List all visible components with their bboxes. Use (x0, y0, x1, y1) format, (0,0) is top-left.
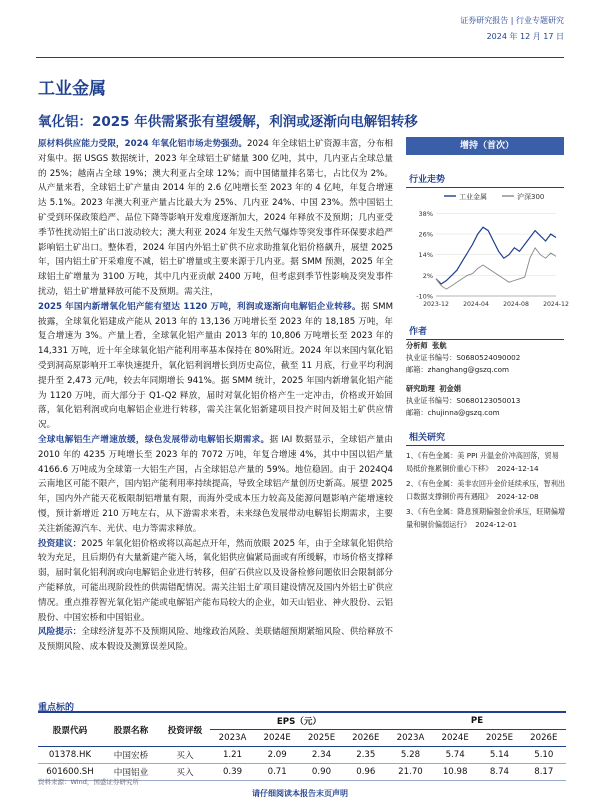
stock-code: 01378.HK (38, 747, 102, 764)
pe-year: 2023A (388, 730, 433, 747)
legend-label: 沪深300 (517, 193, 545, 201)
table-source: 资料来源：Wind，国盛证券研究所 (38, 778, 139, 786)
author-email[interactable]: zhanghang@gszq.com (427, 365, 509, 374)
eps-value: 0.71 (255, 764, 299, 781)
author-section-title: 作者 (406, 324, 564, 340)
stock-name: 中国铝业 (102, 764, 160, 781)
pe-value: 5.10 (522, 747, 566, 764)
paragraph-text: 全球经济复苏不及预期风险、地缘政治风险、美联储超预期紧缩风险、供给释放不及预期风险、成本假设及测算误差风险。 (38, 627, 393, 653)
related-research-list (406, 450, 566, 534)
eps-value: 0.96 (344, 764, 388, 781)
author-role: 分析师 (406, 341, 428, 350)
email-label: 邮箱： (406, 365, 428, 374)
paragraph-lead: 原材料供应能力受限，2024 年氧化铝市场走势强劲。 (38, 139, 248, 149)
author-email[interactable]: chujinna@gszq.com (427, 408, 500, 417)
related-item[interactable] (406, 506, 566, 531)
related-item-date: 2024-12-08 (496, 491, 539, 501)
report-date: 2024 年 12 月 17 日 (486, 32, 564, 41)
y-tick-label: 2% (422, 271, 433, 280)
page-footer: 请仔细阅读本报告末页声明 (252, 789, 348, 798)
author-line (406, 383, 566, 395)
pe-value: 10.98 (433, 764, 477, 781)
eps-value: 1.21 (210, 747, 255, 764)
author-email-line (406, 364, 566, 376)
eps-year: 2025E (299, 730, 343, 747)
pe-value: 5.14 (477, 747, 521, 764)
paragraph-lead: 全球电解铝生产增速放缓，绿色发展带动电解铝长期需求。 (38, 434, 270, 445)
col-rating: 投资评级 (160, 712, 210, 747)
industry-name: 工业金属 (38, 79, 106, 99)
trend-chart-svg (406, 188, 569, 318)
pe-value: 8.74 (477, 764, 521, 781)
pe-value: 5.74 (433, 747, 477, 764)
pe-value: 21.70 (388, 764, 433, 781)
author-line (406, 340, 566, 352)
y-tick-label: 26% (418, 230, 433, 239)
trend-chart (406, 188, 569, 318)
x-tick-label: 2024-08 (503, 301, 529, 308)
key-stocks-title: 重点标的 (38, 703, 75, 713)
eps-value: 2.35 (344, 747, 388, 764)
report-type: 证券研究报告 | 行业专题研究 (460, 16, 564, 25)
series-line-hs300 (436, 248, 556, 289)
col-pe: PE (388, 712, 566, 730)
author-role: 研究助理 (406, 384, 435, 393)
x-tick-label: 2023-12 (423, 301, 449, 308)
report-title: 氧化铝：2025 年供需紧张有望缓解，利润或逐渐向电解铝转移 (38, 114, 418, 130)
table-header-row (38, 712, 566, 730)
x-tick-label: 2024-12 (543, 301, 569, 308)
author-email-line (406, 407, 566, 419)
related-item-title: 1、《有色金属：美 PPI 升温金价冲高回落，贸易局抵价拖累铜价重心下移》 (406, 451, 559, 473)
related-section-title: 相关研究 (406, 430, 564, 446)
pe-value: 8.17 (522, 764, 566, 781)
pe-year: 2024E (433, 730, 477, 747)
report-header (460, 13, 564, 45)
related-item[interactable] (406, 478, 566, 503)
paragraph-2 (38, 300, 393, 433)
stock-rating: 买入 (160, 764, 210, 781)
legend-label: 工业金属 (459, 193, 487, 201)
pe-year: 2025E (477, 730, 521, 747)
x-tick-label: 2024-04 (463, 301, 489, 308)
author-card-2 (406, 383, 566, 419)
eps-value: 0.90 (299, 764, 343, 781)
author-name: 张航 (432, 341, 447, 350)
related-item-title: 3、《有色金属：降息预期偏强金价承压，旺期偏增量和铜价偏弱运行》 (406, 507, 566, 529)
author-cert: 执业证书编号：S0680123050013 (406, 396, 521, 405)
email-label: 邮箱： (406, 408, 428, 417)
related-item[interactable] (406, 450, 566, 475)
eps-year: 2026E (344, 730, 388, 747)
eps-value: 2.09 (255, 747, 299, 764)
paragraph-lead: 投资建议： (38, 538, 82, 549)
eps-value: 0.39 (210, 764, 255, 781)
author-name: 初金娟 (439, 384, 461, 393)
paragraph-lead: 2025 年国内新增氧化铝产能有望达 1120 万吨，利润或逐渐向电解铝企业转移。 (38, 301, 361, 312)
key-stocks-table (38, 711, 566, 781)
paragraph-text: 2024 年全球铝土矿资源丰富，分布相对集中。据 USGS 数据统计，2023 年全球铝土矿储量 300 亿吨，其中，几内亚占全球总量的 25%；越南占全球 19%；澳大利亚占全球 12%；而中国储量排名第七，占比仅为 2%。从产量来看，全球铝土矿产量由 2014 年的 2.6 亿吨增长至 2023 年的 4 亿吨，年复合增速达 5.1%。2023 年澳大利亚产量占比最大为 25%、几内亚 24%、中国 23%。然中国铝土矿受到环保政策趋严、品位下降等影响开发难度逐渐加大，2024 年释放不及预期；几内亚受季节性扰动铝土矿出口波动较大；澳大利亚 2024 年发生天然气爆炸等突发事件环保要求趋严影响铝土矿出口。整体看，2024 年国内外铝土矿供不应求助推氧化铝价格飙升，展望 2025 年，国内铝土矿开采难度不减，铝土矿增量或主要来源于几内亚。据 SMM 预测，2025 年全球铝土矿增量为 3100 万吨，其中几内亚贡献 2400 万吨，但考虑到季节性影响及突发事件扰动，铝土矿增量释放可能不及预期。需关注， (38, 139, 393, 297)
stock-rating: 买入 (160, 747, 210, 764)
paragraph-1 (38, 137, 393, 300)
report-summary (38, 137, 393, 655)
paragraph-text: 2025 年氧化铝价格或将以高起点开年，然而放眼 2025 年，由于全球氧化铝供给较为充足，且后期仍有大量新建产能入场，氧化铝供应偏紧局面或有所缓解，市场价格支撑释弱，届时氧化铝利润或向电解铝企业进行转移，但矿石供应以及设备检修问题依旧会限制部分产能释放，可能出现阶段性的供需错配情况。需关注铝土矿项目建设情况及国内外铝土矿供应情况。重点推荐智光氧化铝产能或电解铝产能布局较大的企业，如天山铝业、神火股份、云铝股份、中国宏桥和中国铝业。 (38, 538, 393, 623)
col-name: 股票名称 (102, 712, 160, 747)
rating-badge: 增持（首次） (406, 137, 564, 155)
eps-year: 2024E (255, 730, 299, 747)
table-row (38, 747, 566, 764)
related-item-title: 2、《有色金属：美非农回升金价延续承压，智利出口数据支撑铜价再有遇阻》 (406, 479, 566, 501)
paragraph-lead: 风险提示： (38, 627, 82, 638)
y-tick-label: -10% (416, 292, 433, 301)
trend-section-title: 行业走势 (406, 172, 564, 188)
pe-value: 5.28 (388, 747, 433, 764)
eps-value: 2.34 (299, 747, 343, 764)
paragraph-3 (38, 433, 393, 537)
stock-code: 601600.SH (38, 764, 102, 781)
related-item-date: 2024-12-01 (475, 519, 518, 529)
author-cert: 执业证书编号：S0680524090002 (406, 353, 521, 362)
header-divider (36, 57, 564, 58)
author-card-1 (406, 340, 566, 376)
col-eps: EPS（元） (210, 712, 388, 730)
paragraph-5 (38, 625, 393, 655)
y-tick-label: 14% (418, 251, 433, 260)
paragraph-text: 据 IAI 数据显示，全球铝产量由 2010 年的 4235 万吨增长至 2023 年的 7072 万吨，年复合增速 4%，其中中国以铝产量 4166.6 万吨成为全球第一大铝生产国，占全球铝总产量的 59%。地位稳固。由于 2024Q4 云南地区可能不限产，国内铝产能利用率持续提高，导致全球铝产量创历史新高。展望 2025 年，国内外产能天花板限制铝增量有限，而海外受成本压力较高及能源问题影响产能增速较慢，预计新增近 210 万吨左右，从下游需求来看，未来绿色发展带动电解铝长期需求，主要关注新能源汽车、光伏、电力等需求释放。 (38, 434, 393, 534)
paragraph-4 (38, 537, 393, 626)
eps-year: 2023A (210, 730, 255, 747)
pe-year: 2026E (522, 730, 566, 747)
y-tick-label: 38% (418, 209, 433, 218)
paragraph-text: 据 SMM 披露，全球氧化铝建成产能从 2013 年的 13,136 万吨增长至 2023 年的 18,185 万吨，年复合增速为 3%。产量上看，全球氧化铝产量由 2013 年的 10,806 万吨增长至 2023 年的 14,331 万吨，近十年全球氧化铝产能利用率基本保持在 80%附近。2024 年以来国内氧化铝受到洞高原影响开工率快速提升，氧化铝利润增长到历史高位，截至 11 月底，行业平均利润提升至 2,473 元/吨，较去年同期增长 941%。据 SMM 统计，2025 年国内新增氧化铝产能为 1120 万吨，而大部分于 Q1-Q2 释放，届时对氧化铝价格产生一定冲击，价格或开始回落，氧化铝利润或向电解铝企业进行转移，需关注氧化铝新建项目投产时间及铝土矿供应情况。 (38, 301, 393, 431)
col-code: 股票代码 (38, 712, 102, 747)
related-item-date: 2024-12-14 (496, 463, 539, 473)
stock-name: 中国宏桥 (102, 747, 160, 764)
